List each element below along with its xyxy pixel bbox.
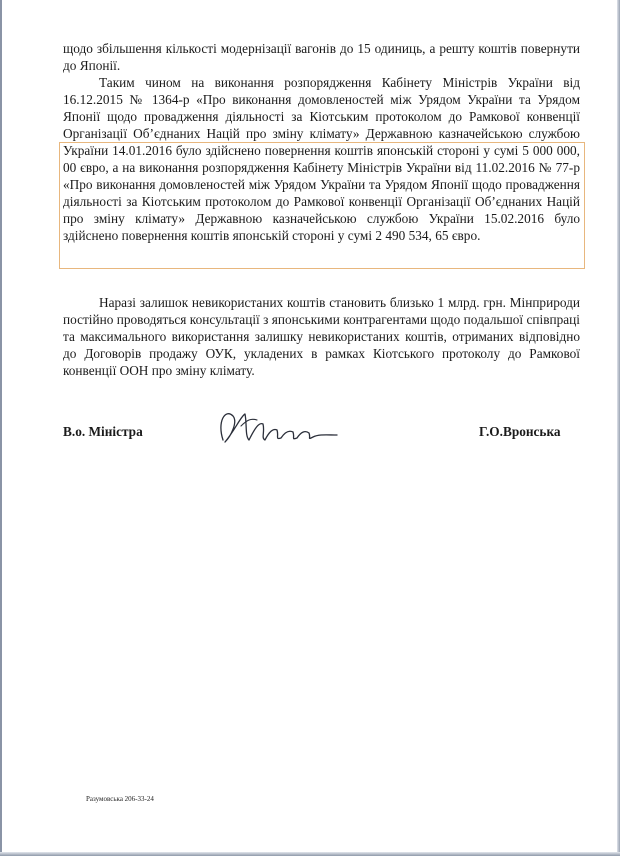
- paragraph-main: Таким чином на виконання розпорядження Кабінету Міністрів України від 16.12.2015 № 1364-р «Про виконання домовленостей між Урядом України та Урядом Японії щодо провадження діяльності за Кіотським протоколом до Рамкової конвенції Організації Об’єднаних Націй про зміну клімату» Державною казначейською службою України 14.01.2016 було здійснено повернення коштів японській стороні у сумі 5 000 000, 00 євро, а на виконання розпорядження Кабінету Міністрів України від 11.02.2016 № 77-р «Про виконання домовленостей між Урядом України та Урядом Японії щодо провадження діяльності за Кіотським протоколом до Рамкової конвенції Організації Об’єднаних Націй про зміну клімату» Державною казначейською службою України 15.02.2016 було здійснено повернення коштів японській стороні у сумі 2 490 534, 65 євро.: [63, 75, 580, 243]
- executor-note: Разумовська 206-33-24: [86, 795, 154, 803]
- paragraph-continuation: щодо збільшення кількості модернізації вагонів до 15 одиниць, а решту коштів повернути до Японії.: [63, 41, 580, 73]
- page-bottom-edge: [0, 852, 620, 856]
- handwritten-signature: [205, 402, 345, 452]
- page-left-edge: [0, 0, 2, 856]
- signatory-position-title: В.о. Міністра: [63, 424, 143, 439]
- signer-name: Г.О.Вронська: [479, 424, 561, 439]
- paragraph-balance: Наразі залишок невикористаних коштів становить близько 1 млрд. грн. Мінприроди постійно проводяться консультації з японськими контрагентами щодо подальшої співпраці та максимального використання залишку невикористаних коштів, отриманих відповідно до Договорів продажу ОУК, укладених в рамках Кіотського протоколу до Рамкової конвенції ООН про зміну клімату.: [63, 295, 580, 378]
